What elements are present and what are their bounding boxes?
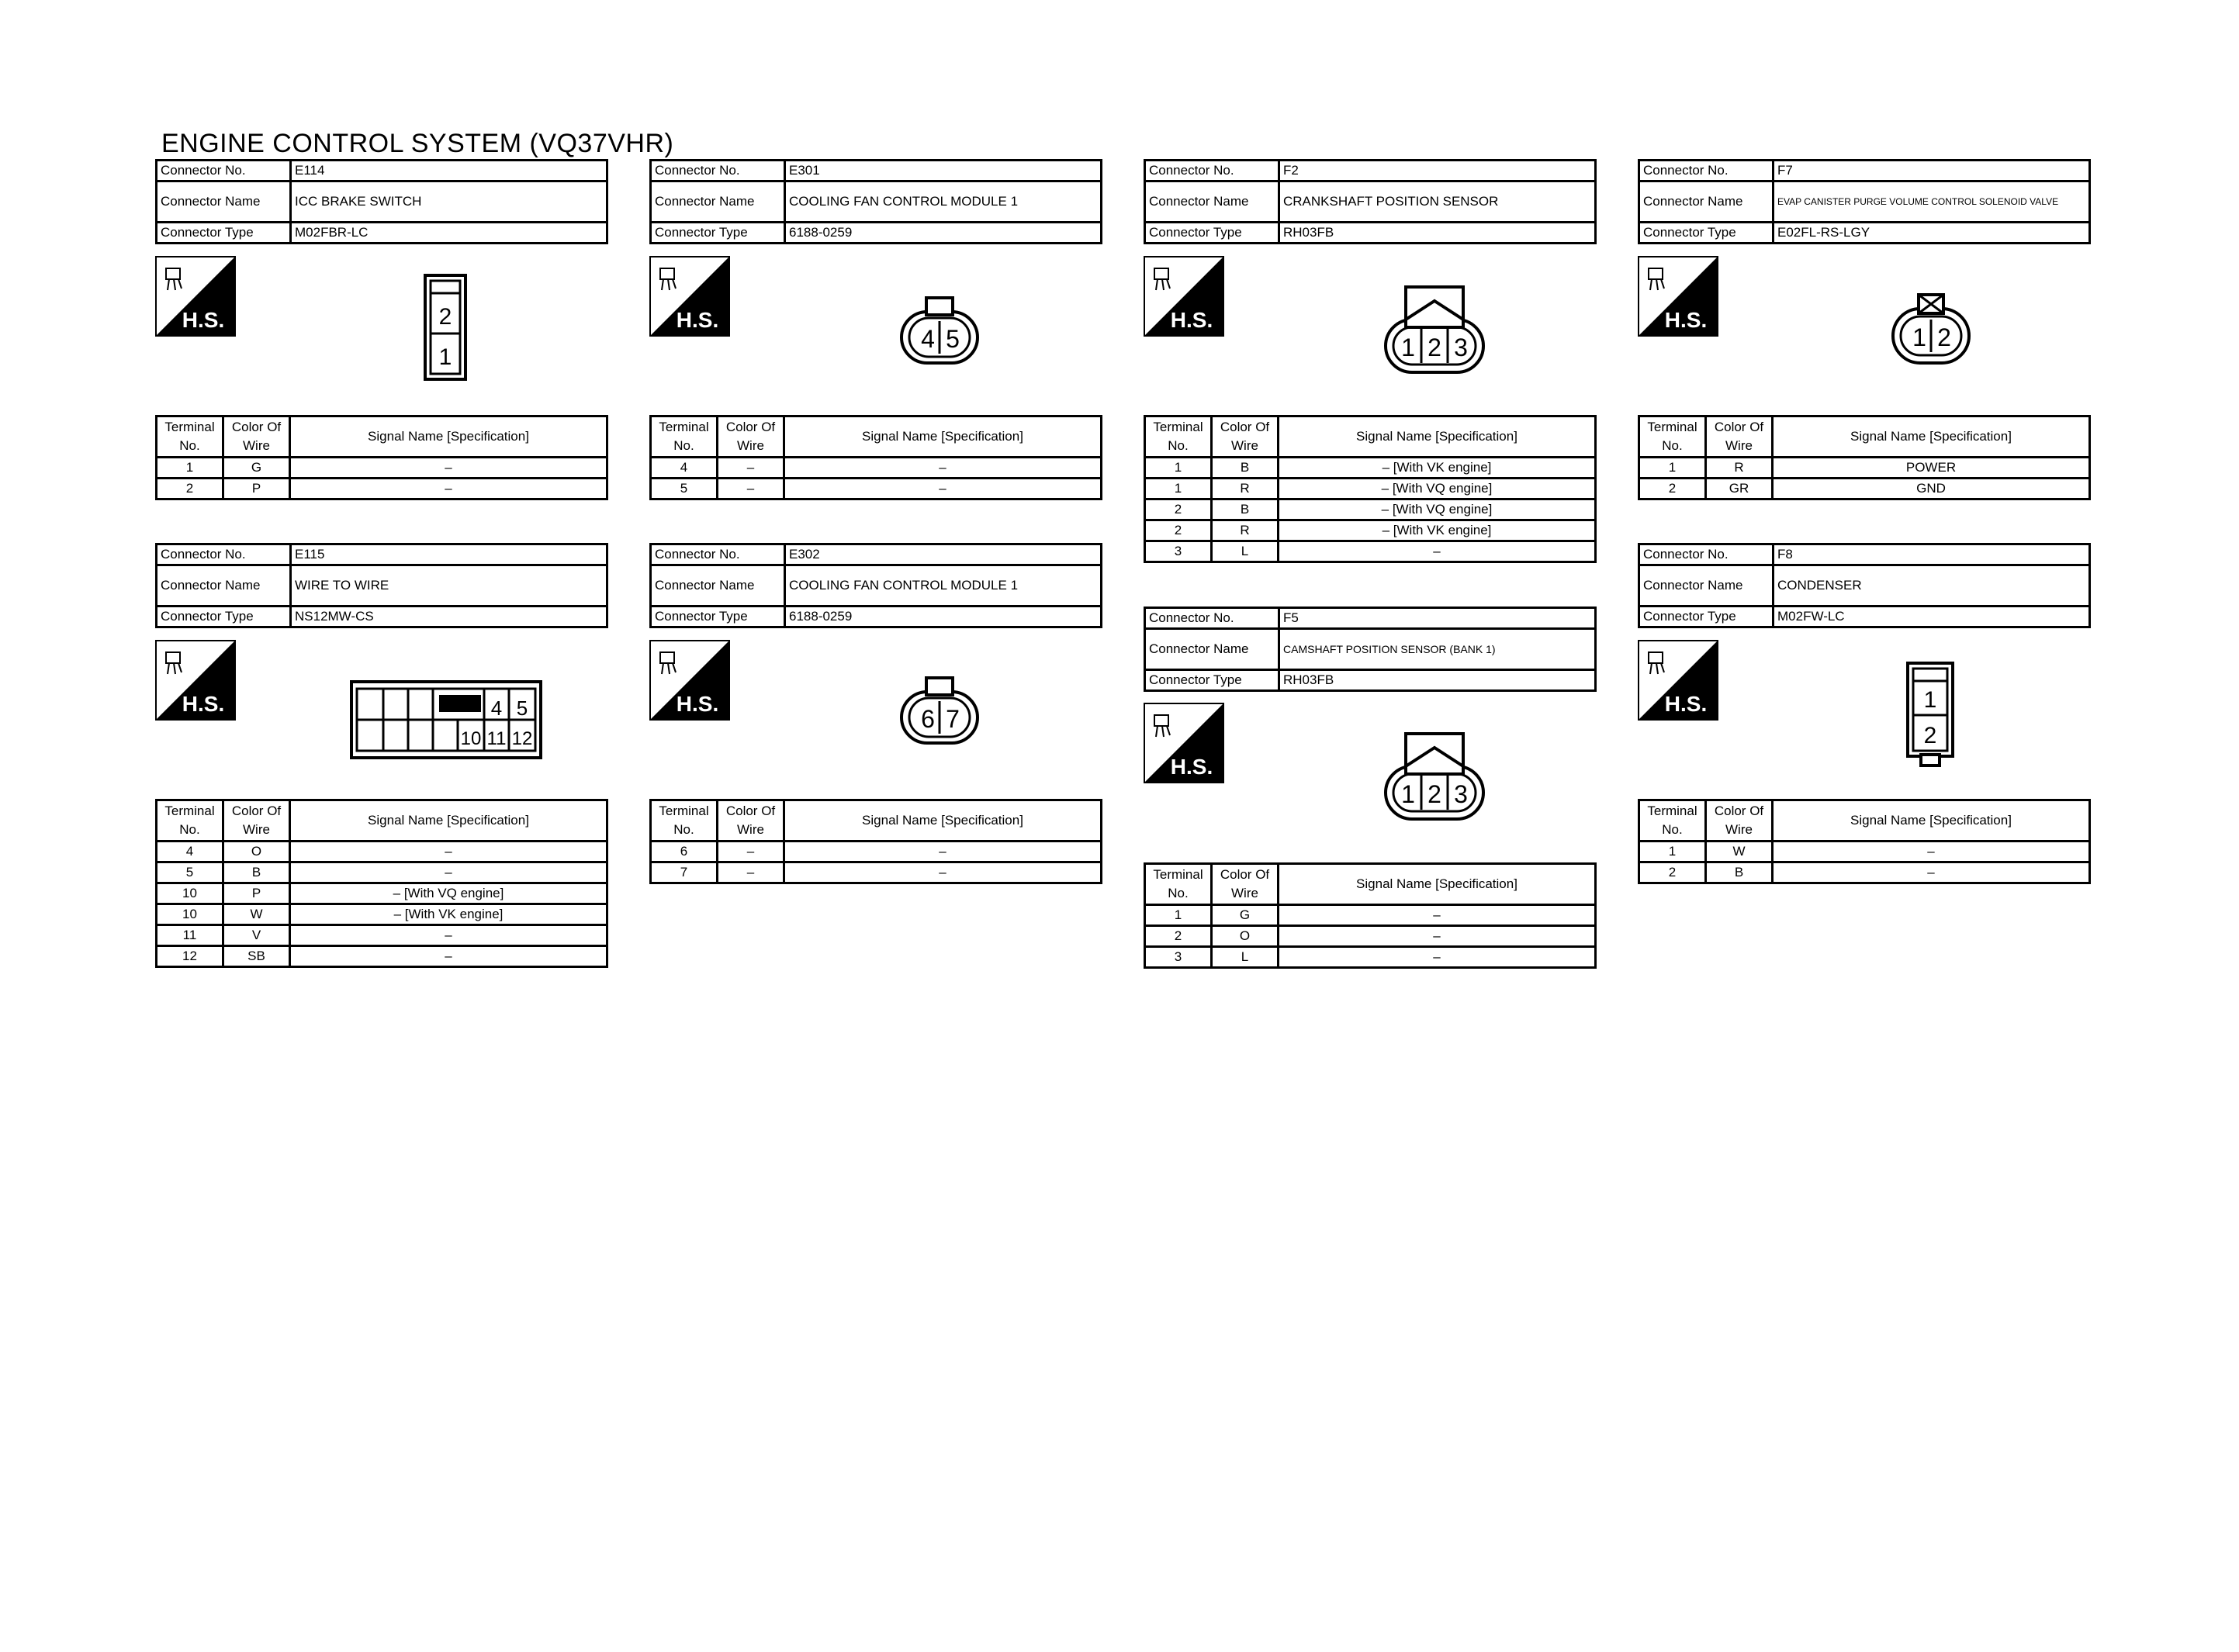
svg-text:7: 7 — [946, 705, 960, 733]
svg-text:11: 11 — [486, 728, 507, 749]
connector-face-f2 — [1383, 284, 1486, 375]
connector-type: 6188-0259 — [785, 223, 1102, 244]
table-row: 2 O – — [1145, 926, 1596, 947]
harness-side-icon — [649, 640, 730, 721]
svg-text:2: 2 — [1427, 334, 1441, 361]
table-row: 4 – – — [651, 458, 1102, 479]
page-title: ENGINE CONTROL SYSTEM (VQ37VHR) — [161, 129, 674, 158]
terminal-table-f2: Terminal No. Color Of Wire Signal Name [Specification] 1 B – [With VK engine] 1 R – [With VQ engine] 2 B – [With VQ engine] 2 R – [With VK engine] 3 L – — [1144, 415, 1597, 563]
table-row: 11 V – — [157, 925, 607, 946]
terminal-table-e301: Terminal No. Color Of Wire Signal Name [Specification] 4 – – 5 – – — [649, 415, 1102, 500]
svg-text:4: 4 — [921, 325, 935, 353]
signal-header: Signal Name [Specification] — [290, 416, 607, 458]
table-row: 6 – – — [651, 842, 1102, 862]
table-row: 2 B – [With VQ engine] — [1145, 499, 1596, 520]
connector-header-e301: Connector No. E301 Connector Name COOLING FAN CONTROL MODULE 1 Connector Type 6188-0259 — [649, 159, 1102, 244]
svg-text:1: 1 — [1401, 334, 1415, 361]
svg-text:5: 5 — [516, 696, 528, 720]
terminal-table-f7: Terminal No. Color Of Wire Signal Name [Specification] 1 R POWER 2 GR GND — [1638, 415, 2091, 500]
connector-name: WIRE TO WIRE — [291, 565, 607, 607]
svg-text:5: 5 — [946, 325, 960, 353]
harness-side-icon — [1144, 703, 1224, 783]
table-row: 1 G – — [157, 458, 607, 479]
table-row: 12 SB – — [157, 946, 607, 967]
connector-header-e302: Connector No. E302 Connector Name COOLING FAN CONTROL MODULE 1 Connector Type 6188-0259 — [649, 543, 1102, 628]
svg-text:H.S.: H.S. — [1170, 755, 1213, 779]
harness-side-icon — [155, 640, 236, 721]
svg-text:H.S.: H.S. — [182, 692, 225, 716]
svg-text:H.S.: H.S. — [1664, 692, 1708, 716]
connector-no: F5 — [1279, 608, 1596, 629]
table-row: 1 R – [With VQ engine] — [1145, 479, 1596, 499]
svg-text:H.S.: H.S. — [676, 692, 719, 716]
connector-face-f8 — [1905, 661, 1955, 768]
table-row: 1 W – — [1639, 842, 2090, 862]
table-row: 2 GR GND — [1639, 479, 2090, 499]
connector-face-e114 — [423, 273, 468, 382]
harness-side-icon — [155, 256, 236, 337]
connector-type: NS12MW-CS — [291, 607, 607, 627]
connector-name: ICC BRAKE SWITCH — [291, 181, 607, 223]
connector-no: F7 — [1774, 161, 2090, 181]
terminal-table-f5: Terminal No. Color Of Wire Signal Name [Specification] 1 G – 2 O – 3 L – — [1144, 862, 1597, 969]
svg-text:2: 2 — [1427, 780, 1441, 808]
table-row: 2 R – [With VK engine] — [1145, 520, 1596, 541]
svg-text:1: 1 — [1923, 687, 1937, 713]
connector-type: M02FBR-LC — [291, 223, 607, 244]
label-connector-type: Connector Type — [157, 223, 291, 244]
connector-name: COOLING FAN CONTROL MODULE 1 — [785, 565, 1102, 607]
connector-no: F8 — [1774, 544, 2090, 565]
svg-text:1: 1 — [438, 344, 452, 370]
connector-type: RH03FB — [1279, 223, 1596, 244]
connector-type: RH03FB — [1279, 670, 1596, 691]
connector-no: F2 — [1279, 161, 1596, 181]
terminal-header: Terminal No. — [157, 416, 223, 458]
table-row: 3 L – — [1145, 947, 1596, 968]
label-connector-name: Connector Name — [157, 181, 291, 223]
svg-text:2: 2 — [1923, 723, 1937, 748]
connector-type: 6188-0259 — [785, 607, 1102, 627]
connector-face-e115 — [349, 679, 543, 760]
harness-side-icon — [649, 256, 730, 337]
table-row: 7 – – — [651, 862, 1102, 883]
connector-header-e115: Connector No. E115 Connector Name WIRE TO WIRE Connector Type NS12MW-CS — [155, 543, 608, 628]
table-row: 1 B – [With VK engine] — [1145, 458, 1596, 479]
connector-name: CAMSHAFT POSITION SENSOR (BANK 1) — [1279, 629, 1596, 670]
svg-text:2: 2 — [1937, 323, 1951, 351]
connector-type: E02FL-RS-LGY — [1774, 223, 2090, 244]
table-row: 10 W – [With VK engine] — [157, 904, 607, 925]
connector-header-f5: Connector No. F5 Connector Name CAMSHAFT POSITION SENSOR (BANK 1) Connector Type RH03FB — [1144, 607, 1597, 692]
connector-type: M02FW-LC — [1774, 607, 2090, 627]
connector-no: E301 — [785, 161, 1102, 181]
terminal-table-e115: Terminal No. Color Of Wire Signal Name [Specification] 4 O – 5 B – 10 P – [With VQ engine] 10 W – [With VK engine] 11 V – 12 SB – — [155, 799, 608, 968]
svg-text:H.S.: H.S. — [1664, 308, 1708, 332]
connector-name: COOLING FAN CONTROL MODULE 1 — [785, 181, 1102, 223]
svg-text:1: 1 — [1401, 780, 1415, 808]
table-row: 1 R POWER — [1639, 458, 2090, 479]
connector-face-e302 — [898, 675, 981, 746]
svg-text:4: 4 — [490, 696, 503, 720]
terminal-table-f8: Terminal No. Color Of Wire Signal Name [Specification] 1 W – 2 B – — [1638, 799, 2091, 884]
connector-header-f2: Connector No. F2 Connector Name CRANKSHAFT POSITION SENSOR Connector Type RH03FB — [1144, 159, 1597, 244]
svg-text:3: 3 — [1454, 780, 1468, 808]
connector-name: CRANKSHAFT POSITION SENSOR — [1279, 181, 1596, 223]
harness-side-icon — [1638, 640, 1718, 721]
connector-name: CONDENSER — [1774, 565, 2090, 607]
svg-text:2: 2 — [438, 304, 452, 330]
connector-header-f7: Connector No. F7 Connector Name EVAP CANISTER PURGE VOLUME CONTROL SOLENOID VALVE Connector Type E02FL-RS-LGY — [1638, 159, 2091, 244]
label-connector-no: Connector No. — [157, 161, 291, 181]
connector-header-e114 — [155, 159, 608, 244]
terminal-table-e114 — [155, 415, 608, 500]
svg-text:6: 6 — [921, 705, 935, 733]
connector-header-f8: Connector No. F8 Connector Name CONDENSER Connector Type M02FW-LC — [1638, 543, 2091, 628]
connector-no: E115 — [291, 544, 607, 565]
table-row: 2 P – — [157, 479, 607, 499]
svg-text:H.S.: H.S. — [182, 308, 225, 332]
svg-text:10: 10 — [460, 728, 482, 749]
svg-text:H.S.: H.S. — [676, 308, 719, 332]
svg-text:1: 1 — [1912, 323, 1926, 351]
connector-no: E114 — [291, 161, 607, 181]
svg-text:12: 12 — [511, 728, 533, 749]
table-row: 10 P – [With VQ engine] — [157, 883, 607, 904]
connector-face-f7 — [1890, 292, 1972, 366]
connector-no: E302 — [785, 544, 1102, 565]
table-row: 2 B – — [1639, 862, 2090, 883]
svg-text:H.S.: H.S. — [1170, 308, 1213, 332]
harness-side-icon — [1638, 256, 1718, 337]
terminal-table-e302: Terminal No. Color Of Wire Signal Name [Specification] 6 – – 7 – – — [649, 799, 1102, 884]
table-row: 1 G – — [1145, 905, 1596, 926]
connector-face-e301 — [898, 295, 981, 366]
table-row: 3 L – — [1145, 541, 1596, 562]
svg-text:3: 3 — [1454, 334, 1468, 361]
table-row: 4 O – — [157, 842, 607, 862]
table-row: 5 B – — [157, 862, 607, 883]
table-row: 5 – – — [651, 479, 1102, 499]
connector-face-f5 — [1383, 731, 1486, 822]
connector-name: EVAP CANISTER PURGE VOLUME CONTROL SOLENOID VALVE — [1774, 181, 2090, 223]
color-header: Color Of Wire — [223, 416, 290, 458]
harness-side-icon — [1144, 256, 1224, 337]
